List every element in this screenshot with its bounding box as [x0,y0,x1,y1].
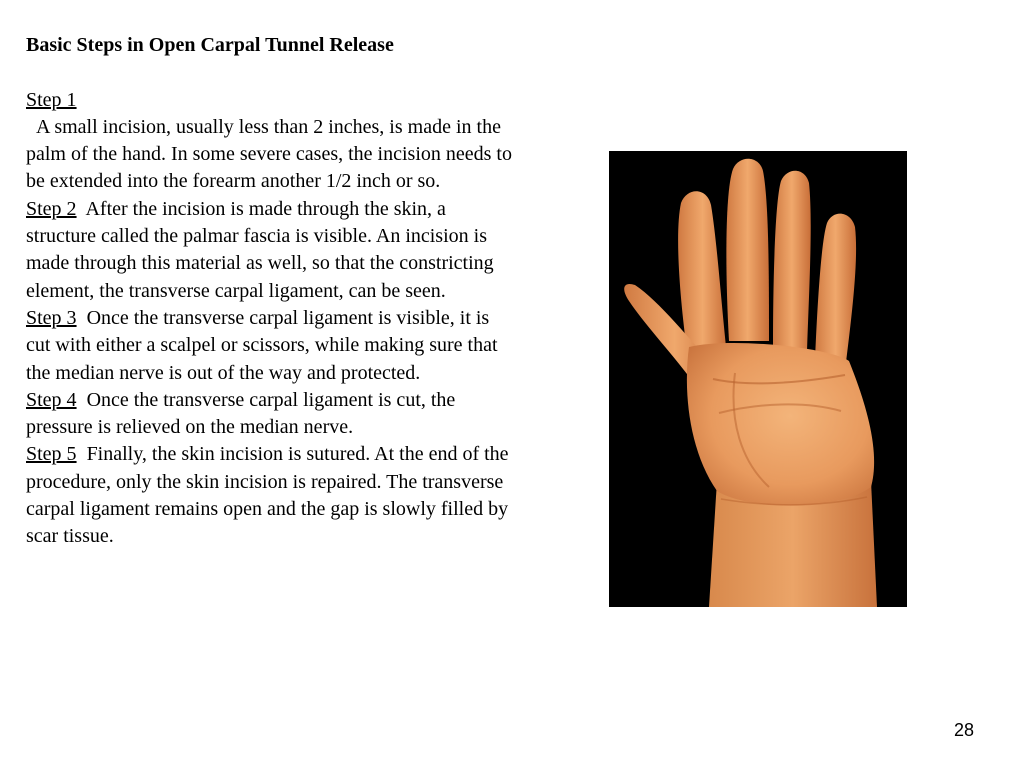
step-4-text: Once the transverse carpal ligament is cut, the pressure is relieved on the median nerve. [26,388,461,439]
step-2-label: Step 2 [26,197,77,220]
title-spacer [26,59,516,86]
step-5-text: Finally, the skin incision is sutured. At the end of the procedure, only the skin incision is repaired. The transverse carpal ligament remains open and the gap is slowly filled by scar tissue. [26,443,514,548]
step-1-text: A small incision, usually less than 2 inches, is made in the palm of the hand. In some severe cases, the incision needs to be extended into the forearm another 1/2 inch or so. [26,115,517,193]
open-palm-hand-photo [609,151,907,607]
step-3-label: Step 3 [26,306,77,329]
step-4-label: Step 4 [26,388,77,411]
page-number: 28 [953,720,975,740]
step-1-label: Step 1 [26,88,77,111]
hand-illustration-icon [609,151,907,607]
slide-text-body [26,32,516,551]
step-5-label: Step 5 [26,443,77,466]
step-3-text: Once the transverse carpal ligament is visible, it is cut with either a scalpel or scissors, while making sure that the median nerve is out of the way and protected. [26,306,503,384]
step-2 [26,196,516,305]
step-5 [26,441,516,550]
step-2-text: After the incision is made through the skin, a structure called the palmar fascia is visible. An incision is made through this material as well, so that the constricting element, the transverse carpal ligament, can be seen. [26,197,499,302]
slide-title: Basic Steps in Open Carpal Tunnel Release [26,34,394,56]
step-1-label-line [26,87,516,114]
step-3 [26,305,516,387]
step-4 [26,387,516,442]
